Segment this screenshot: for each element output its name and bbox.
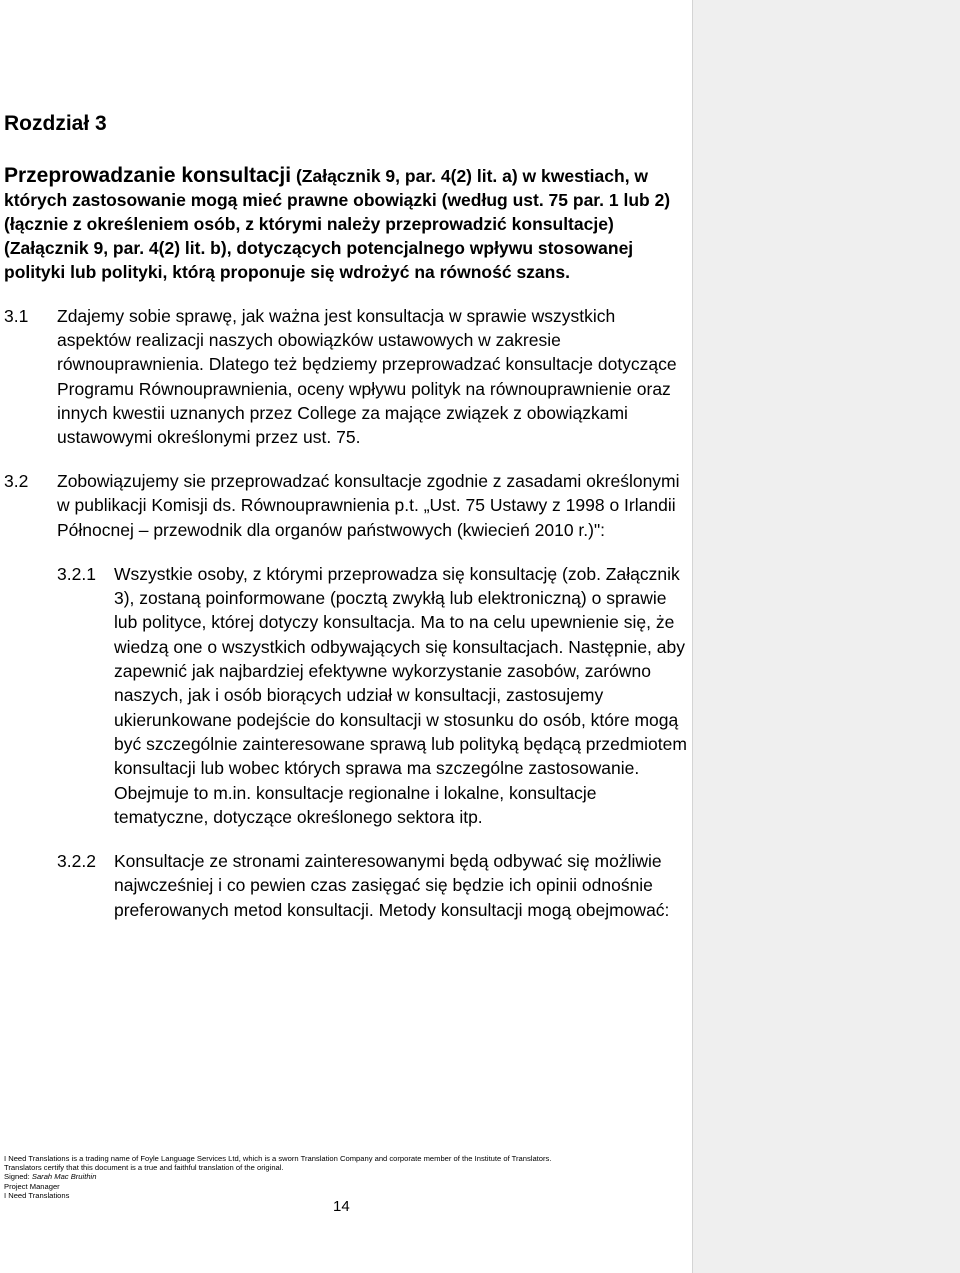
paragraph-number: 3.1 (4, 306, 29, 326)
paragraph-text: Zdajemy sobie sprawę, jak ważna jest konsultacja w sprawie wszystkich aspektów realizacji naszych obowiązków ustawowych w zakresie równouprawnienia. Dlatego też będziemy przeprowadzać konsultacje dotyczące Programu Równouprawnienia, oceny wpływu polityk na równouprawnienie oraz innych kwestii uznanych przez College za mające związek z obowiązkami ustawowymi określonymi przez ust. 75. (57, 306, 677, 448)
document-body (4, 110, 690, 922)
page-number: 14 (333, 1198, 350, 1215)
paragraph-3-2-2 (57, 849, 690, 922)
comment-margin-panel (692, 0, 960, 1273)
paragraph-3-1 (4, 304, 690, 449)
footer-organisation: I Need Translations (4, 1190, 70, 1200)
chapter-title: Rozdział 3 (4, 112, 107, 135)
subparagraph-text: Konsultacje ze stronami zainteresowanymi będą odbywać się możliwie najwcześniej i co pewien czas zasięgać się będzie ich opinii odnośnie preferowanych metod konsultacji. Metody konsultacji mogą obejmować: (114, 851, 670, 920)
footer-company-note: I Need Translations is a trading name of Foyle Language Services Ltd, which is a sworn Translation Company and corporate member of the Institute of Translators. (4, 1154, 552, 1163)
paragraph-3-2 (4, 469, 690, 542)
subparagraph-text: Wszystkie osoby, z którymi przeprowadza się konsultację (zob. Załącznik 3), zostaną poinformowane (pocztą zwykłą lub elektroniczną) o sprawie lub polityce, której dotyczy konsultacja. Ma to na celu upewnienie się, że wiedzą one o wszystkich odbywających się konsultacjach. Następnie, aby zapewnić jak najbardziej efektywne wykorzystanie zasobów, zarówno naszych, jak i osób biorących udział w konsultacji, zastosujemy ukierunkowane podejście do konsultacji w stosunku do osób, które mogą być szczególnie zainteresowane sprawą lub polityką będącą przedmiotem konsultacji lub wobec których sprawa ma szczególne zastosowanie. Obejmuje to m.in. konsultacje regionalne i lokalne, konsultacje tematyczne, dotyczące określonego sektora itp. (114, 563, 687, 827)
footer-role: Project Manager (4, 1181, 60, 1191)
footer-certification: Translators certify that this document is a true and faithful translation of the original. (4, 1163, 284, 1173)
section-heading-rest: (Załącznik 9, par. 4(2) lit. a) w kwestiach, w których zastosowanie mogą mieć prawne obowiązki (według ust. 75 par. 1 lub 2) (łącznie z określeniem osób, z którymi należy przeprowadzić konsultacje) (Załącznik 9, par. 4(2) lit. b), dotyczących potencjalnego wpływu stosowanej polityki lub polityki, którą proponuje się wdrożyć na równość szans. (4, 166, 671, 282)
footer-signed-label: Signed: (4, 1172, 32, 1182)
footer-signed-name: Sarah Mac Bruithin (31, 1172, 97, 1182)
translation-footer (4, 1154, 684, 1200)
section-heading-lead: Przeprowadzanie konsultacji (4, 164, 292, 187)
subparagraph-number: 3.2.2 (57, 851, 96, 872)
section-heading (4, 164, 690, 284)
paragraph-text: Zobowiązujemy sie przeprowadzać konsultacje zgodnie z zasadami określonymi w publikacji Komisji ds. Równouprawnienia p.t. „Ust. 75 Ustawy z 1998 o Irlandii Północnej – przewodnik dla organów państwowych (kwiecień 2010 r.)": (57, 471, 680, 540)
footer-signature (4, 1172, 684, 1181)
paragraph-3-2-1 (57, 562, 690, 829)
subparagraph-number: 3.2.1 (57, 563, 96, 584)
paragraph-number: 3.2 (4, 471, 29, 492)
